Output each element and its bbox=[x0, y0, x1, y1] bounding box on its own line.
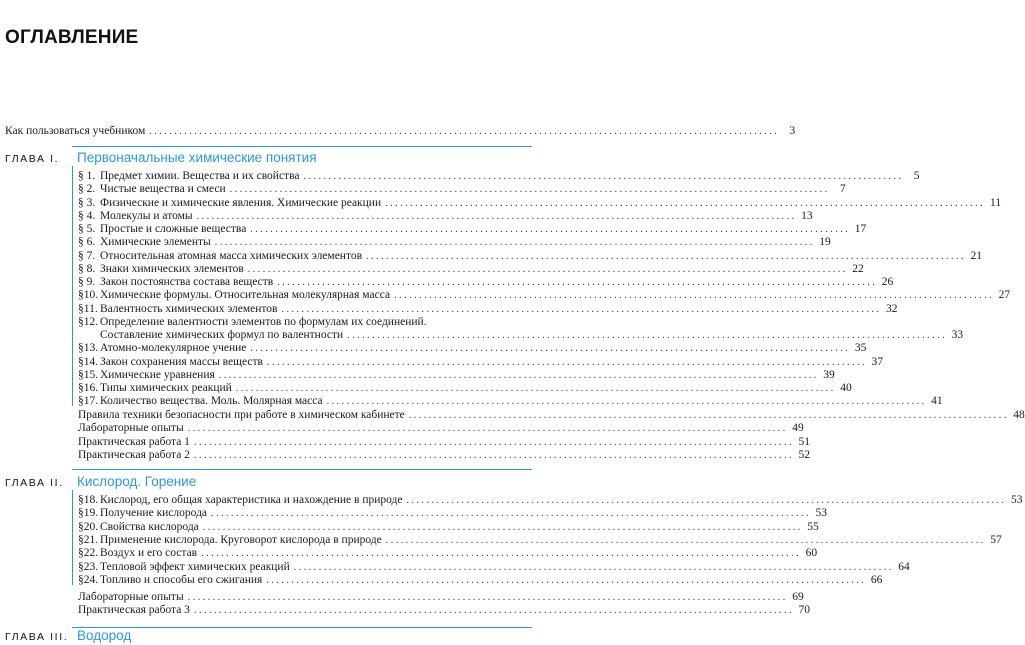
toc-entry-title: Предмет химии. Вещества и их свойства bbox=[100, 170, 300, 182]
toc-entry-title: Валентность химических элементов bbox=[100, 302, 278, 315]
chapter-label: ГЛАВА II. bbox=[5, 477, 64, 489]
toc-entry[interactable]: Составление химических формул по валентности ........................................................................................................................ 33 bbox=[100, 329, 964, 341]
toc-entry-page: 41 bbox=[931, 395, 943, 408]
toc-entry-title: Практическая работа 3 bbox=[78, 604, 190, 617]
chapter-title: Первоначальные химические понятия bbox=[77, 150, 317, 165]
toc-entry-page: 19 bbox=[819, 236, 831, 249]
page-title: ОГЛАВЛЕНИЕ bbox=[5, 27, 139, 48]
toc-entry-title: Атомно-молекулярное учение bbox=[100, 342, 247, 355]
toc-entry-page: 60 bbox=[805, 547, 818, 560]
toc-entry-title: Как пользоваться учебником bbox=[5, 125, 146, 137]
toc-entry[interactable]: Лабораторные опыты ........................................................................................................................ 69 bbox=[78, 591, 804, 603]
toc-entry-page: 26 bbox=[881, 276, 894, 288]
toc-entry-number: § 1. bbox=[78, 170, 96, 182]
toc-entry[interactable]: Практическая работа 2 ........................................................................................................................ 52 bbox=[78, 448, 810, 461]
toc-entry-title: Составление химических формул по валентности bbox=[100, 329, 344, 341]
toc-entry[interactable] bbox=[78, 315, 515, 329]
toc-entry-number: §17. bbox=[78, 395, 99, 408]
toc-entry-title: Лабораторные опыты bbox=[78, 422, 184, 435]
toc-entry-page: 64 bbox=[898, 560, 910, 573]
toc-entry-title: Практическая работа 2 bbox=[78, 448, 190, 461]
toc-entry-page: 40 bbox=[840, 382, 852, 394]
toc-entry[interactable]: §23. Тепловой эффект химических реакций ........................................................................................................................ 64 bbox=[78, 560, 910, 573]
toc-entry-page: 51 bbox=[798, 435, 810, 448]
toc-entry[interactable]: §22. Воздух и его состав ........................................................................................................................ 60 bbox=[78, 547, 818, 560]
toc-entry-number: § 8. bbox=[78, 262, 96, 275]
toc-entry-title: Химические элементы bbox=[100, 236, 211, 249]
toc-entry-page: 37 bbox=[871, 355, 883, 368]
toc-entry-title: Применение кислорода. Круговорот кислорода в природе bbox=[100, 533, 382, 546]
toc-entry-number: §19. bbox=[78, 507, 99, 520]
toc-entry[interactable]: § 2. Чистые вещества и смеси ........................................................................................................................ 7 bbox=[78, 183, 846, 196]
chapter-divider bbox=[72, 469, 532, 470]
toc-entry-page: 3 bbox=[789, 125, 796, 137]
toc-entry-number: §18. bbox=[78, 494, 99, 506]
toc-entry-page: 53 bbox=[815, 507, 828, 520]
toc-entry-title: Молекулы и атомы bbox=[100, 209, 193, 222]
toc-entry-title: Чистые вещества и смеси bbox=[100, 183, 226, 196]
toc-entry-number: § 5. bbox=[78, 223, 96, 235]
toc-entry[interactable]: § 5. Простые и сложные вещества ........................................................................................................................ 17 bbox=[78, 223, 867, 235]
toc-entry-page: 27 bbox=[998, 289, 1011, 302]
toc-entry-page: 69 bbox=[792, 591, 804, 603]
toc-entry-title: Топливо и способы его сжигания bbox=[100, 573, 263, 586]
toc-entry-number: §13. bbox=[78, 342, 99, 355]
toc-entry-title: Простые и сложные вещества bbox=[100, 223, 247, 235]
toc-entry[interactable]: §15. Химические уравнения ........................................................................................................................ 39 bbox=[78, 368, 835, 381]
toc-entry-number: §24. bbox=[78, 573, 99, 586]
toc-entry-number: § 7. bbox=[78, 249, 96, 262]
toc-entry-title: Знаки химических элементов bbox=[100, 262, 244, 275]
toc-entry-page: 21 bbox=[970, 249, 983, 262]
toc-entry[interactable]: § 8. Знаки химических элементов ........................................................................................................................ 22 bbox=[78, 262, 864, 275]
toc-entry-title: Химические уравнения bbox=[100, 368, 215, 381]
toc-entry-title: Воздух и его состав bbox=[100, 547, 198, 560]
toc-entry[interactable]: § 7. Относительная атомная масса химических элементов ........................................................................................................................ 21 bbox=[78, 249, 983, 262]
toc-entry-page: 52 bbox=[798, 448, 810, 461]
toc-entry-page: 49 bbox=[792, 422, 804, 435]
toc-entry-page: 11 bbox=[990, 196, 1002, 209]
toc-entry[interactable]: §20. Свойства кислорода ........................................................................................................................ 55 bbox=[78, 520, 819, 533]
toc-entry[interactable]: §19. Получение кислорода ........................................................................................................................ 53 bbox=[78, 507, 828, 520]
toc-entry[interactable]: §18. Кислород, его общая характеристика и нахождение в природе ........................................................................................................................ 53 bbox=[78, 494, 1023, 506]
toc-entry-number: §12. bbox=[78, 315, 99, 328]
toc-entry-number: § 6. bbox=[78, 236, 96, 249]
toc-entry-title: Лабораторные опыты bbox=[78, 591, 184, 603]
toc-entry-number: § 9. bbox=[78, 276, 96, 288]
toc-entry-number: §11. bbox=[78, 302, 98, 315]
toc-entry-page: 57 bbox=[990, 533, 1002, 546]
toc-entry-number: §22. bbox=[78, 547, 99, 560]
toc-entry-number: §20. bbox=[78, 520, 99, 533]
toc-entry[interactable]: §13. Атомно-молекулярное учение ........................................................................................................................ 35 bbox=[78, 342, 867, 355]
toc-entry-title: Правила техники безопасности при работе в химическом кабинете bbox=[78, 409, 405, 421]
toc-entry-title: Получение кислорода bbox=[100, 507, 208, 520]
toc-entry-page: 53 bbox=[1011, 494, 1023, 506]
toc-entry[interactable]: Правила техники безопасности при работе в химическом кабинете ........................................................................................................................ 48 bbox=[78, 409, 1025, 421]
toc-entry[interactable]: §17. Количество вещества. Моль. Молярная масса ........................................................................................................................ 41 bbox=[78, 395, 943, 408]
toc-entry-title: Практическая работа 1 bbox=[78, 435, 190, 448]
toc-entry-title: Закон сохранения массы веществ bbox=[100, 355, 263, 368]
toc-entry-page: 48 bbox=[1013, 409, 1025, 421]
chapter-title: Кислород. Горение bbox=[77, 474, 197, 489]
toc-entry[interactable]: § 3. Физические и химические явления. Химические реакции ........................................................................................................................ 11 bbox=[78, 196, 1002, 209]
chapter-heading-1[interactable] bbox=[5, 150, 317, 166]
toc-entry[interactable]: §16. Типы химических реакций ........................................................................................................................ 40 bbox=[78, 382, 852, 394]
toc-entry-page: 22 bbox=[852, 262, 864, 275]
chapter-label: ГЛАВА III. bbox=[5, 631, 69, 643]
toc-entry[interactable]: Практическая работа 3 ........................................................................................................................ 70 bbox=[78, 604, 810, 617]
toc-entry-title: Кислород, его общая характеристика и нахождение в природе bbox=[100, 494, 403, 506]
toc-entry-page: 33 bbox=[951, 329, 964, 341]
toc-entry-title: Свойства кислорода bbox=[100, 520, 199, 533]
chapter-title: Водород bbox=[77, 628, 132, 643]
chapter-divider bbox=[72, 146, 532, 147]
toc-entry[interactable]: Лабораторные опыты ........................................................................................................................ 49 bbox=[78, 422, 804, 435]
chapter-label: ГЛАВА I. bbox=[5, 153, 60, 165]
toc-entry[interactable]: §21. Применение кислорода. Круговорот кислорода в природе ........................................................................................................................ 57 bbox=[78, 533, 1002, 546]
toc-entry[interactable]: §11. Валентность химических элементов ........................................................................................................................ 32 bbox=[78, 302, 898, 315]
toc-entry-page: 35 bbox=[854, 342, 867, 355]
toc-entry[interactable]: § 9. Закон постоянства состава веществ ........................................................................................................................ 26 bbox=[78, 276, 894, 288]
toc-entry-page: 7 bbox=[839, 183, 846, 196]
toc-entry-page: 66 bbox=[870, 573, 883, 586]
toc-entry-title: Химические формулы. Относительная молекулярная масса bbox=[100, 289, 391, 302]
toc-entry-number: §10. bbox=[78, 289, 99, 302]
toc-entry-page: 17 bbox=[854, 223, 867, 235]
toc-entry-page: 39 bbox=[823, 368, 835, 381]
chapter-side-rule bbox=[72, 490, 73, 585]
toc-entry[interactable]: § 6. Химические элементы ........................................................................................................................ 19 bbox=[78, 236, 831, 249]
toc-entry-number: § 3. bbox=[78, 196, 96, 209]
toc-entry-page: 32 bbox=[885, 302, 898, 315]
toc-entry-number: § 4. bbox=[78, 209, 96, 222]
toc-entry-number: §23. bbox=[78, 560, 99, 573]
toc-entry[interactable]: §10. Химические формулы. Относительная молекулярная масса ........................................................................................................................ 27 bbox=[78, 289, 1011, 302]
toc-entry-title: Тепловой эффект химических реакций bbox=[100, 560, 290, 573]
toc-entry[interactable]: §24. Топливо и способы его сжигания ........................................................................................................................ 66 bbox=[78, 573, 883, 586]
toc-entry-page: 70 bbox=[798, 604, 810, 617]
toc-entry-page: 55 bbox=[807, 520, 819, 533]
toc-entry-number: §14. bbox=[78, 355, 99, 368]
toc-entry-number: § 2. bbox=[78, 183, 96, 196]
toc-entry[interactable]: § 4. Молекулы и атомы ........................................................................................................................ 13 bbox=[78, 209, 813, 222]
toc-entry-title: Относительная атомная масса химических элементов bbox=[100, 249, 363, 262]
toc-entry-number: §16. bbox=[78, 382, 99, 394]
chapter-heading-2[interactable] bbox=[5, 474, 196, 490]
toc-entry-page: 13 bbox=[801, 209, 813, 222]
chapter-divider bbox=[72, 627, 532, 628]
toc-entry-number: §21. bbox=[78, 533, 99, 546]
chapter-side-rule bbox=[72, 166, 73, 406]
toc-entry-title: Физические и химические явления. Химические реакции bbox=[100, 196, 382, 209]
chapter-heading-3[interactable] bbox=[5, 628, 131, 644]
toc-entry[interactable]: Практическая работа 1 ........................................................................................................................ 51 bbox=[78, 435, 810, 448]
toc-entry-title: Количество вещества. Моль. Молярная масса bbox=[100, 395, 323, 408]
toc-entry[interactable]: §14. Закон сохранения массы веществ ........................................................................................................................ 37 bbox=[78, 355, 883, 368]
toc-entry-title: Типы химических реакций bbox=[100, 382, 232, 394]
toc-entry-number: §15. bbox=[78, 368, 99, 381]
toc-entry-page: 5 bbox=[913, 170, 920, 182]
toc-entry[interactable]: § 1. Предмет химии. Вещества и их свойства ........................................................................................................................ 5 bbox=[78, 170, 920, 182]
toc-entry-title: Определение валентности элементов по формулам их соединений. bbox=[100, 315, 427, 328]
toc-entry-title: Закон постоянства состава веществ bbox=[100, 276, 274, 288]
toc-entry-intro[interactable]: Как пользоваться учебником .............................................................................................................................. 3 bbox=[5, 125, 796, 137]
